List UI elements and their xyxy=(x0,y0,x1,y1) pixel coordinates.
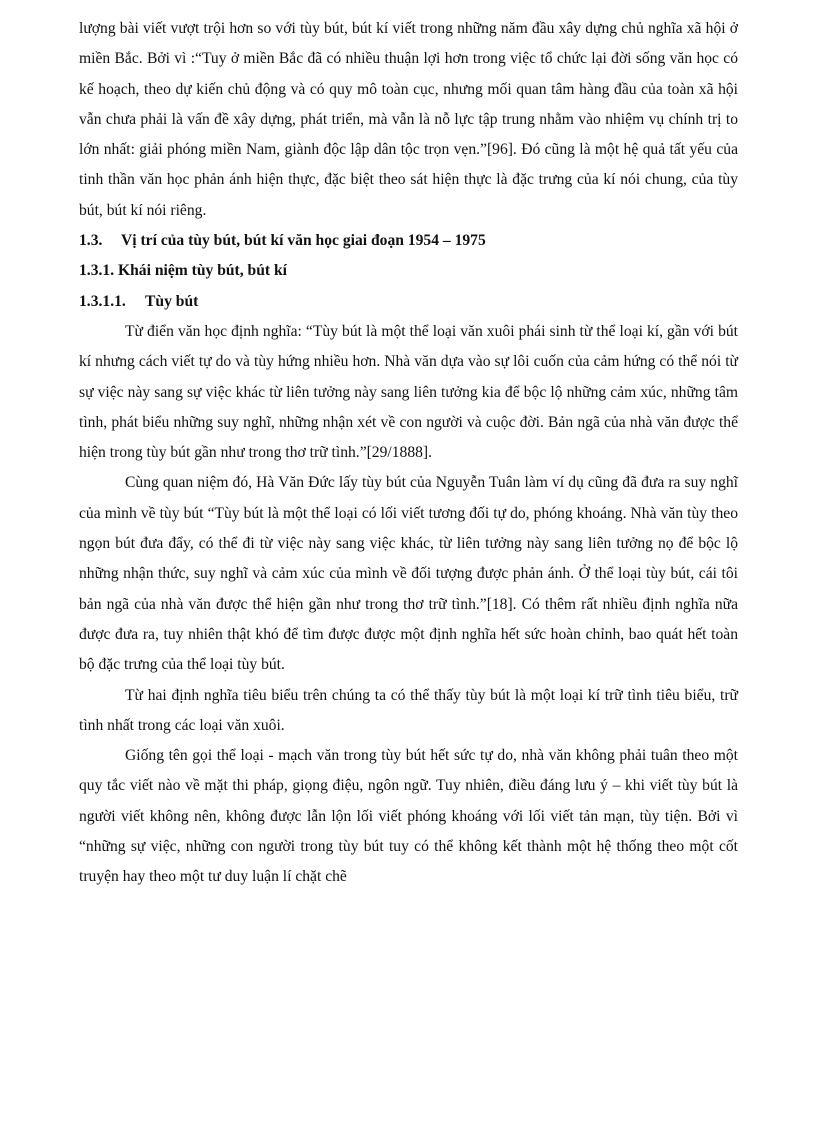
paragraph-definition-ha-van-duc: Cùng quan niệm đó, Hà Văn Đức lấy tùy bút của Nguyễn Tuân làm ví dụ cũng đã đưa ra suy nghĩ của mình về tùy bút “Tùy bút là một thể loại có lối viết tương đối tự do, phóng khoáng. Nhà văn tùy theo ngọn bút đưa đẩy, có thể đi từ việc này sang việc khác, từ liên tưởng này sang liên tưởng nọ để bộc lộ những nhận thức, suy nghĩ và cảm xúc của mình về đối tượng được phản ánh. Ở thể loại tùy bút, cái tôi bản ngã của nhà văn được thể hiện gần như trong thơ trữ tình.”[18]. Có thêm rất nhiều định nghĩa nữa được đưa ra, tuy nhiên thật khó để tìm được được một định nghĩa hết sức hoàn chỉnh, bao quát hết toàn bộ đặc trưng của thể loại tùy bút. xyxy=(79,474,738,674)
section-number: 1.3.1.1. xyxy=(79,292,126,310)
paragraph-style-notes: Giống tên gọi thể loại - mạch văn trong tùy bút hết sức tự do, nhà văn không phải tuân theo một quy tắc viết nào về mặt thi pháp, giọng điệu, ngôn ngữ. Tuy nhiên, điều đáng lưu ý – khi viết tùy bút là người viết không nên, không được lẫn lộn lối viết phóng khoáng với lối viết tản mạn, tùy tiện. Bởi vì “những sự việc, những con người trong tùy bút tuy có thể không kết thành một hệ thống theo một cốt truyện hay theo một tư duy luận lí chặt chẽ xyxy=(79,747,738,886)
section-heading-1-3-1 xyxy=(79,256,738,286)
section-title: Tùy bút xyxy=(145,292,199,310)
paragraph-definition-dictionary: Từ điển văn học định nghĩa: “Tùy bút là một thể loại văn xuôi phái sinh từ thể loại kí, gần với bút kí nhưng cách viết tự do và tùy hứng nhiều hơn. Nhà văn dựa vào sự lôi cuốn của cảm hứng có thể nói từ sự việc này sang sự việc khác từ liên tưởng này sang liên tưởng kia để bộc lộ những cảm xúc, những tâm tình, phát biểu những suy nghĩ, những nhận xét về con người và cuộc đời. Bản ngã của nhà văn được thể hiện trong tùy bút gần như trong thơ trữ tình.”[29/1888]. xyxy=(79,322,738,462)
section-heading-1-3 xyxy=(79,226,738,256)
section-title: Khái niệm tùy bút, bút kí xyxy=(118,262,287,280)
paragraph-summary: Từ hai định nghĩa tiêu biểu trên chúng ta có thể thấy tùy bút là một loại kí trữ tình tiêu biểu, trữ tình nhất trong các loại văn xuôi. xyxy=(79,686,738,734)
document-page xyxy=(79,14,738,893)
section-heading-1-3-1-1 xyxy=(79,287,738,317)
section-number: 1.3.1. xyxy=(79,262,115,280)
paragraph-continuation: lượng bài viết vượt trội hơn so với tùy bút, bút kí viết trong những năm đầu xây dựng chủ nghĩa xã hội ở miền Bắc. Bởi vì :“Tuy ở miền Bắc đã có nhiều thuận lợi hơn trong việc tổ chức lại đời sống văn học có kế hoạch, theo dự kiến chủ động và có quy mô toàn cục, nhưng mối quan tâm hàng đầu của toàn xã hội vẫn chưa phải là vấn đề xây dựng, phát triển, mà vẫn là nỗ lực tập trung nhằm vào nhiệm vụ chính trị to lớn nhất: giải phóng miền Nam, giành độc lập dân tộc trọn vẹn.”[96]. Đó cũng là một hệ quả tất yếu của tinh thần văn học phản ánh hiện thực, đặc biệt theo sát hiện thực là đặc trưng của kí nói chung, của tùy bút, bút kí nói riêng. xyxy=(79,20,738,219)
section-number: 1.3. xyxy=(79,232,103,250)
section-title: Vị trí của tùy bút, bút kí văn học giai đoạn 1954 – 1975 xyxy=(121,232,486,250)
